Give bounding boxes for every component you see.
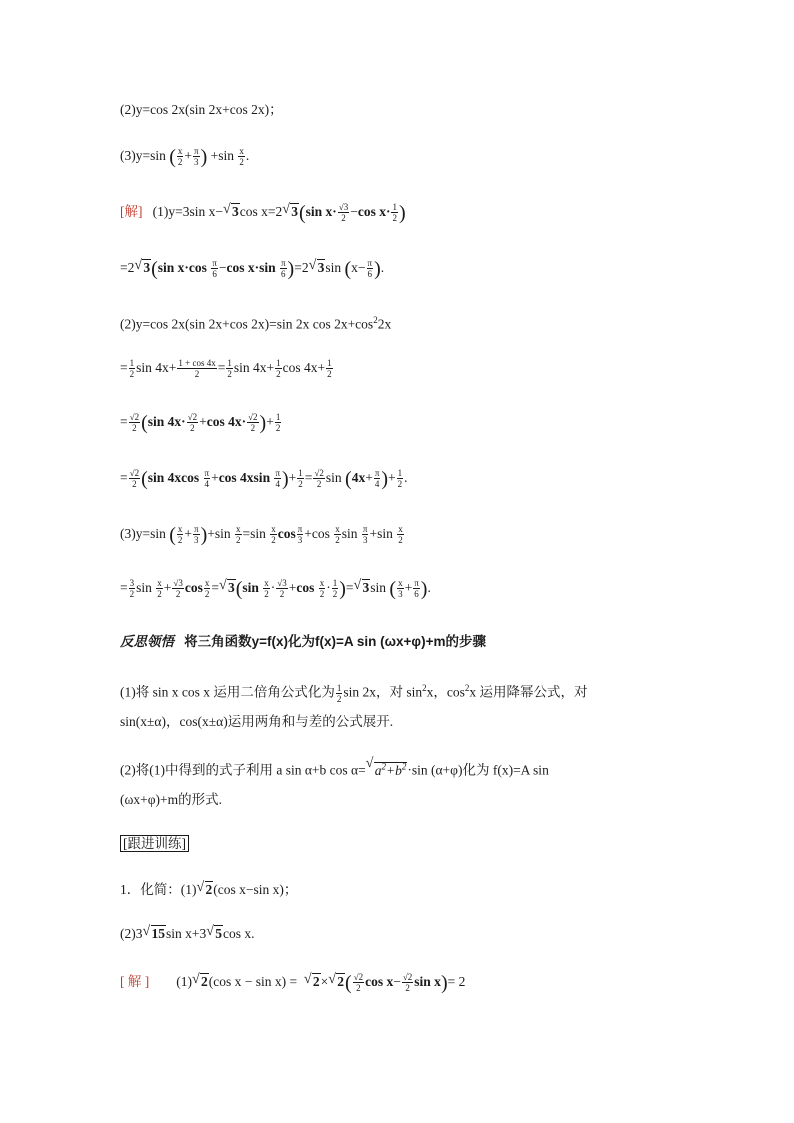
answer-label: [ 解 ]: [120, 974, 150, 989]
problem-part-2: (2)y=cos 2x(sin 2x+cos 2x)；: [120, 102, 283, 117]
reflection-heading: 反思领悟 将三角函数y=f(x)化为f(x)=A sin (ωx+φ)+m的步骤: [120, 634, 486, 649]
reflection-step-2: (2)将(1)中得到的式子利用 a sin α+b cos α=√ $a^2+b^2\cdot\sin$ (α+φ)化为 f(x)=A sin: [120, 756, 549, 781]
solution-part-2-step1: = $\frac{1}{2}$ sin 4x+ $\frac{1 + \cos 4x}{2}$ = $\frac{1}{2}$ sin 4x+ $\frac{1}{2}$ cos 4x+ $\frac{1}{2}$: [120, 358, 332, 380]
solution-label: [解]: [120, 204, 143, 219]
question-1: 1．化简：(1)√ 2(cos x−sin x)；: [120, 880, 297, 900]
problem-part-3: (3)y=sin ( $\frac{x}{2}$ + $\frac{\pi}{3}$ ) +sin $\frac{x}{2}$ .: [120, 145, 250, 168]
practice-heading: [跟进训练]: [120, 834, 189, 854]
reflection-step-2-cont: (ωx+φ)+m的形式.: [120, 792, 223, 807]
solution-part-1: [解] (1)y=3sin x−√ 3cos x=2√ 3(sin x· $\frac{√3}{2}$ −cos x· $\frac{1}{2}$ ): [120, 202, 406, 223]
reflection-step-1: (1)将 sin x cos x 运用二倍角公式化为 $\frac{1}{2}$ sin 2x，对 $\sin^2x$，$\cos^2x$ 运用降幂公式，对: [120, 682, 588, 704]
reflection-step-1-cont: sin(x±α)，cos(x±α)运用两角和与差的公式展开.: [120, 714, 394, 729]
solution-part-2-step3: = $\frac{√2}{2}$ (sin 4xcos $\frac{\pi}{4}$ +cos 4xsin $\frac{\pi}{4}$ )+ $\frac{1}{2}$ = $\frac{√2}{2}$ sin (4x+ $\frac{\pi}{4}$ )+ $\frac{1}{2}$ .: [120, 467, 408, 490]
solution-part-2: (2)y=cos 2x(sin 2x+cos 2x)=sin 2x $\cos 2x+\cos^22x$: [120, 315, 392, 332]
question-2: (2)3√ 15sin x+3√ 5cos x.: [120, 924, 255, 944]
solution-part-1-cont: =2√ 3(sin x·cos $\frac{\pi}{6}$ −cos x·sin $\frac{\pi}{6}$ )=2√ 3sin (x− $\frac{\pi}{6}$ ).: [120, 258, 384, 279]
answer-1: [ 解 ] (1)√ 2(cos x − sin x) = √ 2×√ 2( $\frac{√2}{2}$ cos x− $\frac{√2}{2}$ sin x)= 2: [120, 972, 465, 993]
solution-part-3-cont: = $\frac{3}{2}$ sin $\frac{x}{2}$ + $\frac{√3}{2}$ cos $\frac{x}{2}$ =√ 3(sin $\frac{x}{2}$ · $\frac{√3}{2}$ +cos $\frac{x}{2}$ · $\frac{1}{2}$ )=√ 3sin ( $\frac{x}{3}$ + $\frac{\pi}{6}$ ).: [120, 578, 431, 599]
solution-part-3: (3)y=sin ( $\frac{x}{2}$ + $\frac{\pi}{3}$ )+sin $\frac{x}{2}$ =sin $\frac{x}{2}$ cos $\frac{\pi}{3}$ +cos $\frac{x}{2}$ sin $\frac{\pi}{3}$ +sin $\frac{x}{2}$: [120, 523, 403, 546]
solution-part-2-step2: = $\frac{√2}{2}$ (sin 4x· $\frac{√2}{2}$ +cos 4x· $\frac{√2}{2}$ )+ $\frac{1}{2}$: [120, 411, 281, 434]
